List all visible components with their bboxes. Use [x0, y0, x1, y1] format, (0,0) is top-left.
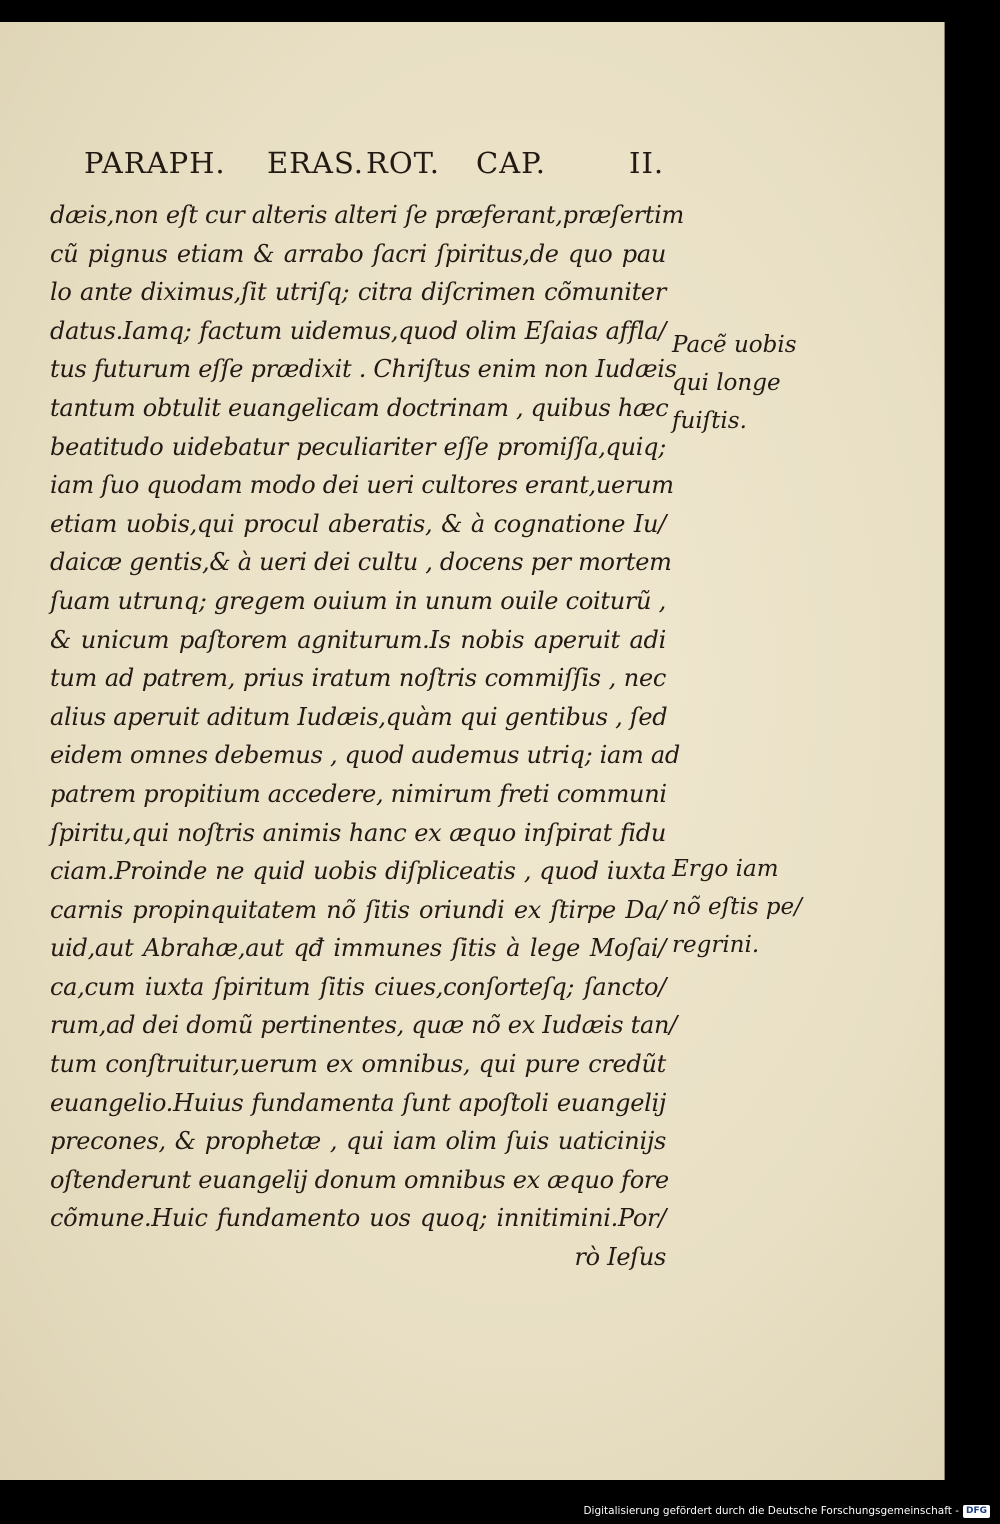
header-part: CAP. [476, 146, 546, 180]
margin-note [672, 326, 797, 440]
text-line: tum ad patrem, prius iratum noſtris commiſſis , nec [50, 664, 666, 693]
body-text [50, 196, 684, 1277]
text-line: dæis,non eſt cur alteris alteri ſe præferant,præſertim [50, 201, 684, 229]
text-line: precones, & prophetæ , qui iam olim ſuis uaticinijs [50, 1127, 666, 1156]
text-line: cũ pignus etiam & arrabo ſacri ſpiritus,de quo pau [50, 239, 666, 268]
header-part: ROT. [366, 146, 440, 180]
text-line: oſtenderunt euangelij donum omnibus ex æquo fore [50, 1165, 669, 1194]
text-line: patrem propitium accedere, nimirum freti communi [50, 779, 667, 808]
book-page [0, 22, 945, 1480]
text-line: & unicum paſtorem agniturum.Is nobis aperuit adi [50, 625, 666, 654]
margin-note-line: qui longe [672, 370, 781, 396]
margin-note-line: fuiſtis. [672, 408, 747, 434]
funding-footer [583, 1503, 990, 1519]
text-line: tantum obtulit euangelicam doctrinam , quibus hæc [50, 393, 669, 422]
text-line: euangelio.Huius fundamenta ſunt apoſtoli euangelij [50, 1088, 666, 1117]
chapter-number: II. [629, 146, 665, 180]
text-line: ſpiritu,qui noſtris animis hanc ex æquo inſpirat fidu [50, 818, 666, 847]
text-line: ſuam utrunq; gregem ouium in unum ouile coiturũ , [50, 586, 666, 615]
running-header [84, 146, 669, 186]
margin-note-line: nõ eſtis pe/ [672, 894, 802, 920]
text-line: tus futurum eſſe prædixit . Chriſtus enim non Iudæis [50, 355, 677, 384]
margin-note-line: Pacẽ uobis [672, 332, 797, 358]
text-line: datus.Iamq; factum uidemus,quod olim Eſaias affla/ [50, 316, 666, 345]
margin-note-line: Ergo iam [672, 856, 779, 882]
text-line: eidem omnes debemus , quod audemus utriq; iam ad [50, 741, 680, 770]
text-line: daicæ gentis,& à ueri dei cultu , docens per mortem [50, 548, 672, 577]
margin-note-line: regrini. [672, 932, 760, 958]
header-part: PARAPH. [84, 146, 226, 180]
text-line: beatitudo uidebatur peculiariter eſſe promiſſa,quiq; [50, 432, 666, 461]
text-line: rum,ad dei domũ pertinentes, quæ nõ ex Iudæis tan/ [50, 1011, 677, 1040]
text-line: lo ante diximus,ſit utriſq; citra diſcrimen cõmuniter [50, 278, 666, 307]
funding-credit: Digitalisierung gefördert durch die Deutsche Forschungsgemeinschaft - [583, 1505, 959, 1517]
text-line: carnis propinquitatem nõ ſitis oriundi ex ſtirpe Da/ [50, 895, 666, 924]
catchword-line: rò Ieſus [574, 1243, 666, 1272]
text-line: uid,aut Abrahæ,aut qđ immunes ſitis à lege Moſai/ [50, 934, 666, 963]
header-part: ERAS. [267, 146, 364, 180]
margin-note [672, 850, 802, 964]
text-line: ciam.Proinde ne quid uobis diſpliceatis , quod iuxta [50, 857, 666, 886]
text-line: cõmune.Huic fundamento uos quoq; innitimini.Por/ [50, 1204, 666, 1233]
text-line: tum conſtruitur,uerum ex omnibus, qui pure credũt [50, 1050, 666, 1079]
text-line: iam ſuo quodam modo dei ueri cultores erant,uerum [50, 471, 674, 500]
text-line: etiam uobis,qui procul aberatis, & à cognatione Iu/ [50, 509, 666, 538]
dfg-logo: DFG [963, 1505, 990, 1518]
text-line: alius aperuit aditum Iudæis,quàm qui gentibus , ſed [50, 702, 668, 731]
text-line: ca,cum iuxta ſpiritum ſitis ciues,conſorteſq; ſancto/ [50, 972, 666, 1001]
